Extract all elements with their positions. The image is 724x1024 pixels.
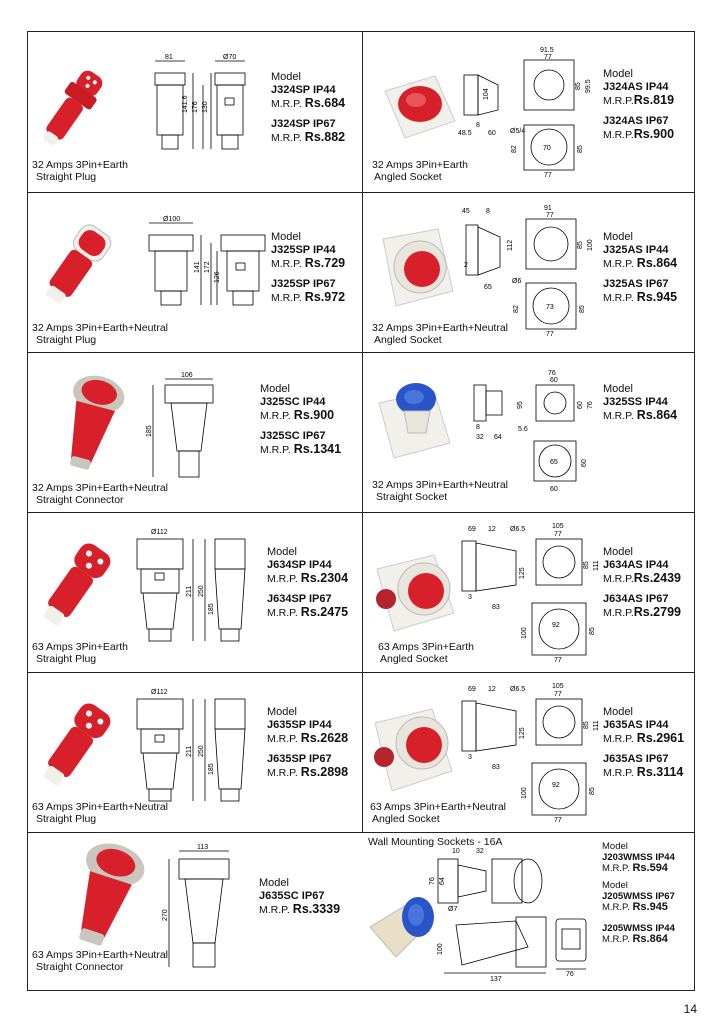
dim-label: 83	[492, 764, 500, 771]
mrp-label: M.R.P.	[267, 607, 298, 619]
mrp-label: M.R.P.	[259, 904, 290, 916]
mrp-label: M.R.P.	[603, 573, 634, 585]
model-block	[603, 706, 684, 780]
dim-label: 95	[517, 401, 524, 409]
dim-label: 77	[554, 691, 562, 698]
dim-label: 73	[546, 304, 554, 311]
mrp-label: M.R.P.	[603, 410, 634, 422]
dim-label: 85	[583, 721, 590, 729]
dim-label: 76	[429, 877, 436, 885]
dim-label: 85	[589, 627, 596, 635]
model-code: J324SP IP44	[271, 84, 336, 96]
price: Rs.900	[633, 127, 675, 141]
product-cell-j325sc	[27, 351, 361, 511]
dim-label: Ø6	[512, 278, 522, 285]
price: Rs.972	[304, 290, 346, 304]
mrp-label: M.R.P.	[603, 733, 634, 745]
dim-label: 32	[476, 434, 484, 441]
mrp-label: M.R.P.	[602, 934, 630, 945]
product-caption	[370, 801, 506, 825]
dim-label: 77	[554, 531, 562, 538]
model-block	[603, 231, 677, 305]
dim-label: 211	[186, 745, 193, 757]
caption-line: 63 Amps 3Pin+Earth	[32, 641, 129, 653]
price: Rs.900	[293, 408, 335, 422]
caption-line: 32 Amps 3Pin+Earth+Neutral	[372, 322, 508, 334]
dim-label: 64	[439, 877, 446, 885]
model-code: J325SC IP67	[260, 430, 326, 442]
dim-label: 125	[519, 567, 526, 579]
dim-label: Ø5/4	[510, 128, 526, 135]
product-caption	[378, 641, 474, 665]
caption-line: 32 Amps 3Pin+Earth+Neutral	[372, 479, 508, 491]
dim-label: 250	[198, 745, 205, 757]
model-code: J325AS IP44	[603, 244, 669, 256]
dim-label: 211	[186, 585, 193, 597]
dim-label: 91.5	[540, 47, 554, 54]
dim-label: 185	[208, 603, 215, 615]
dim-label: 85	[575, 82, 582, 90]
model-block	[603, 383, 677, 423]
dim-label: 77	[544, 54, 552, 61]
caption-line: Straight Connector	[36, 494, 124, 506]
dim-label: Ø6.5	[510, 526, 526, 533]
price: Rs.2898	[300, 765, 349, 779]
product-cell-j324sp	[27, 31, 361, 191]
plug-photo	[41, 61, 101, 151]
dim-label: 32	[476, 848, 484, 855]
mrp-label: M.R.P.	[260, 444, 291, 456]
dim-label: 185	[208, 763, 215, 775]
dim-label: 65	[484, 284, 492, 291]
model-code: J635SP IP44	[267, 719, 332, 731]
dim-label: 77	[546, 212, 554, 219]
dim-label: 12	[488, 686, 496, 693]
model-code: J324SP IP67	[271, 118, 336, 130]
model-code: J324AS IP44	[603, 81, 669, 93]
price: Rs.864	[632, 933, 668, 945]
model-label: Model	[260, 383, 290, 395]
model-block	[267, 706, 348, 780]
dim-label: 172	[204, 261, 211, 273]
dim-label: 69	[468, 686, 476, 693]
price: Rs.945	[632, 901, 668, 913]
mrp-label: M.R.P.	[603, 607, 634, 619]
model-code: J325AS IP67	[603, 278, 669, 290]
model-block	[603, 546, 681, 620]
product-caption	[372, 479, 508, 503]
connector-photo	[65, 841, 145, 951]
model-block	[260, 383, 341, 457]
dim-label: 60	[581, 459, 588, 467]
dim-label: 111	[593, 560, 600, 571]
product-cell-j325as	[362, 191, 696, 351]
model-label: Model	[603, 706, 633, 718]
price: Rs.3339	[292, 902, 341, 916]
dim-label: 81	[165, 54, 173, 61]
product-cell-j635sp	[27, 671, 361, 831]
dim-label: 76	[566, 971, 574, 978]
model-block	[603, 68, 674, 142]
model-code: J635SP IP67	[267, 753, 332, 765]
dim-label: 60	[550, 486, 558, 493]
price: Rs.1341	[293, 442, 342, 456]
dim-label: 12	[488, 526, 496, 533]
caption-line: 32 Amps 3Pin+Earth+Neutral	[32, 482, 168, 494]
model-code: J325SC IP44	[260, 396, 326, 408]
product-caption	[32, 801, 168, 825]
connector-drawing	[145, 371, 225, 491]
dim-label: 141.6	[182, 95, 189, 113]
product-caption	[32, 322, 168, 346]
mrp-label: M.R.P.	[267, 733, 298, 745]
plug-photo	[39, 697, 109, 797]
product-cell-j325sp	[27, 191, 361, 351]
model-code: J203WMSS IP44	[602, 852, 675, 863]
model-code: J635AS IP67	[603, 753, 669, 765]
price: Rs.819	[633, 93, 675, 107]
model-label: Model	[267, 546, 297, 558]
product-cell-j635sc	[27, 831, 361, 991]
caption-line: Angled Socket	[372, 813, 440, 825]
caption-line: Straight Plug	[36, 171, 97, 183]
dim-label: 2	[464, 262, 468, 269]
plug-photo	[39, 537, 109, 637]
dim-label: 76	[587, 401, 594, 409]
plug-drawing	[131, 685, 261, 810]
mrp-label: M.R.P.	[271, 292, 302, 304]
socket-photo	[380, 66, 460, 146]
connector-drawing	[157, 843, 247, 978]
dim-label: 92	[552, 782, 560, 789]
dim-label: 100	[437, 943, 444, 955]
price: Rs.882	[304, 130, 346, 144]
mrp-label: M.R.P.	[602, 863, 630, 874]
dim-label: 45	[462, 208, 470, 215]
dim-label: 137	[490, 976, 502, 983]
price: Rs.729	[304, 256, 346, 270]
dim-label: 3	[468, 754, 472, 761]
dim-label: 125	[519, 727, 526, 739]
caption-line: Angled Socket	[374, 171, 442, 183]
dim-label: 141	[194, 261, 201, 273]
dim-label: 77	[554, 817, 562, 824]
dim-label: 92	[552, 622, 560, 629]
model-label: Model	[603, 68, 633, 80]
caption-line: Straight Socket	[376, 491, 448, 503]
dim-label: 10	[452, 848, 460, 855]
model-label: Model	[259, 877, 289, 889]
socket-photo	[370, 701, 460, 801]
model-label: Model	[603, 383, 633, 395]
caption-line: Angled Socket	[380, 653, 448, 665]
dim-label: 65	[550, 459, 558, 466]
mrp-label: M.R.P.	[603, 258, 634, 270]
model-label: Model	[602, 880, 628, 891]
product-caption	[32, 482, 168, 506]
model-code: J634AS IP67	[603, 593, 669, 605]
mrp-label: M.R.P.	[603, 292, 634, 304]
socket-drawing	[458, 681, 608, 824]
plug-drawing	[145, 53, 255, 163]
model-block	[267, 546, 348, 620]
model-code: J634SP IP44	[267, 559, 332, 571]
dim-label: 64	[494, 434, 502, 441]
dim-label: 60	[488, 130, 496, 137]
dim-label: 270	[162, 909, 169, 921]
model-label: Model	[603, 546, 633, 558]
dim-label: 8	[476, 424, 480, 431]
socket-photo	[378, 221, 458, 311]
product-caption	[32, 159, 128, 183]
model-block	[271, 71, 345, 145]
model-label: Model	[271, 71, 301, 83]
mrp-label: M.R.P.	[603, 129, 634, 141]
model-code: J325SP IP44	[271, 244, 336, 256]
dim-label: 104	[483, 88, 490, 100]
dim-label: 5.6	[518, 426, 528, 433]
dim-label: 176	[192, 101, 199, 113]
model-label: Model	[271, 231, 301, 243]
mrp-label: M.R.P.	[271, 98, 302, 110]
wall-socket-front-drawing	[552, 915, 592, 977]
dim-label: Ø112	[151, 529, 168, 536]
price: Rs.2439	[633, 571, 681, 585]
mrp-label: M.R.P.	[271, 132, 302, 144]
caption-line: 32 Amps 3Pin+Earth+Neutral	[32, 322, 168, 334]
socket-photo	[374, 373, 454, 463]
mrp-label: M.R.P.	[267, 573, 298, 585]
dim-label: 8	[486, 208, 490, 215]
model-label: Model	[602, 841, 628, 852]
mrp-label: M.R.P.	[267, 767, 298, 779]
dim-label: 106	[181, 372, 193, 379]
price: Rs.684	[304, 96, 346, 110]
dim-label: 85	[577, 145, 584, 153]
price: Rs.864	[636, 408, 678, 422]
dim-label: 83	[492, 604, 500, 611]
model-block	[602, 841, 675, 945]
caption-line: Straight Connector	[36, 961, 124, 973]
dim-label: 70	[543, 145, 551, 152]
dim-label: Ø100	[163, 216, 181, 223]
section-title: Wall Mounting Sockets - 16A	[368, 836, 503, 848]
dim-label: 99.5	[585, 79, 592, 93]
caption-line: 63 Amps 3Pin+Earth	[378, 641, 475, 653]
dim-label: 82	[511, 145, 518, 153]
dim-label: 85	[579, 305, 586, 313]
dim-label: 3	[468, 594, 472, 601]
dim-label: 112	[507, 239, 514, 251]
caption-line: 63 Amps 3Pin+Earth+Neutral	[370, 801, 506, 813]
plug-photo	[41, 221, 111, 311]
dim-label: 8	[476, 122, 480, 129]
dim-label: 85	[589, 787, 596, 795]
mrp-label: M.R.P.	[603, 767, 634, 779]
dim-label: 48.5	[458, 130, 472, 137]
model-code: J325SP IP67	[271, 278, 336, 290]
dim-label: 82	[513, 305, 520, 313]
product-cell-j634as	[362, 511, 696, 671]
product-cell-j635as	[362, 671, 696, 831]
dim-label: Ø7	[448, 906, 458, 913]
dim-label: 113	[197, 844, 209, 851]
product-cell-j325ss	[362, 351, 696, 511]
model-label: Model	[267, 706, 297, 718]
price: Rs.2799	[633, 605, 681, 619]
socket-photo	[372, 547, 462, 637]
socket-drawing	[458, 45, 608, 179]
dim-label: Ø6.5	[510, 686, 526, 693]
dim-label: 77	[554, 657, 562, 664]
socket-drawing	[460, 205, 610, 338]
mrp-label: M.R.P.	[271, 258, 302, 270]
dim-label: 76	[548, 370, 556, 377]
dim-label: 100	[521, 627, 528, 639]
price: Rs.864	[636, 256, 678, 270]
model-code: J634AS IP44	[603, 559, 669, 571]
product-cell-wall-mounting	[362, 831, 696, 991]
dim-label: 185	[146, 425, 153, 437]
socket-drawing	[464, 367, 614, 492]
plug-drawing	[139, 213, 269, 323]
model-code: J205WMSS IP67	[602, 891, 675, 902]
dim-label: 105	[552, 523, 564, 530]
caption-line: 63 Amps 3Pin+Earth+Neutral	[32, 949, 168, 961]
model-label: Model	[603, 231, 633, 243]
dim-label: 77	[544, 172, 552, 179]
dim-label: 77	[546, 331, 554, 338]
price: Rs.594	[632, 862, 668, 874]
dim-label: 85	[577, 241, 584, 249]
price: Rs.2961	[636, 731, 685, 745]
mrp-label: M.R.P.	[602, 902, 630, 913]
dim-label: 91	[544, 205, 552, 212]
mrp-label: M.R.P.	[603, 95, 634, 107]
dim-label: 60	[550, 377, 558, 384]
caption-line: Straight Plug	[36, 334, 97, 346]
caption-line: Straight Plug	[36, 813, 97, 825]
caption-line: 32 Amps 3Pin+Earth	[32, 159, 129, 171]
model-code: J634SP IP67	[267, 593, 332, 605]
caption-line: 63 Amps 3Pin+Earth+Neutral	[32, 801, 168, 813]
caption-line: Straight Plug	[36, 653, 97, 665]
dim-label: 126	[214, 271, 221, 283]
socket-drawing	[458, 521, 608, 664]
price: Rs.2304	[300, 571, 349, 585]
price: Rs.2628	[300, 731, 349, 745]
page-number: 14	[683, 1002, 697, 1016]
model-code: J325SS IP44	[603, 396, 668, 408]
mrp-label: M.R.P.	[260, 410, 291, 422]
dim-label: 69	[468, 526, 476, 533]
dim-label: 100	[587, 239, 594, 251]
caption-line: 32 Amps 3Pin+Earth	[372, 159, 469, 171]
dim-label: 111	[593, 720, 600, 731]
model-block	[259, 877, 340, 917]
model-code: J635AS IP44	[603, 719, 669, 731]
product-caption	[32, 641, 128, 665]
product-cell-j324as	[362, 31, 696, 191]
product-caption	[372, 322, 508, 346]
dim-label: 100	[521, 787, 528, 799]
price: Rs.945	[636, 290, 678, 304]
dim-label: 60	[577, 401, 584, 409]
model-code: J205WMSS IP44	[602, 923, 675, 934]
connector-photo	[55, 373, 125, 473]
product-cell-j634sp	[27, 511, 361, 671]
price: Rs.2475	[300, 605, 349, 619]
product-caption	[32, 949, 168, 973]
plug-drawing	[131, 525, 261, 650]
dim-label: Ø112	[151, 689, 168, 696]
dim-label: Ø70	[223, 54, 237, 61]
model-code: J635SC IP67	[259, 890, 325, 902]
dim-label: 250	[198, 585, 205, 597]
model-block	[271, 231, 345, 305]
price: Rs.3114	[636, 765, 684, 779]
caption-line: Angled Socket	[374, 334, 442, 346]
wall-socket-photo	[366, 887, 446, 967]
dim-label: 85	[583, 561, 590, 569]
model-code: J324AS IP67	[603, 115, 669, 127]
dim-label: 130	[202, 101, 209, 113]
product-caption	[372, 159, 468, 183]
dim-label: 105	[552, 683, 564, 690]
